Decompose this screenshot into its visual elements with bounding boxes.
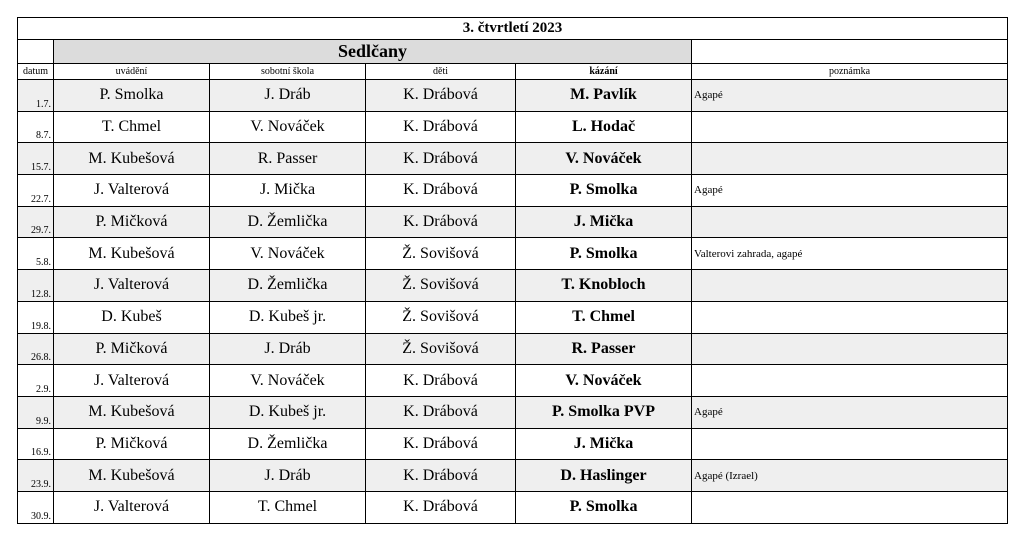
row-date: 22.7. [18,175,54,207]
row-sermon: R. Passer [516,333,692,365]
row-sermon: L. Hodač [516,111,692,143]
row-intro: J. Valterová [54,270,210,302]
row-sabbath-school: D. Kubeš jr. [210,396,366,428]
church-name: Sedlčany [54,40,692,64]
row-sermon: V. Nováček [516,143,692,175]
header-date: datum [18,64,54,80]
row-intro: P. Mičková [54,428,210,460]
row-sabbath-school: D. Žemlička [210,206,366,238]
row-kids: Ž. Sovišová [366,301,516,333]
row-date: 12.8. [18,270,54,302]
row-intro: J. Valterová [54,491,210,523]
blank-cell [692,40,1008,64]
row-intro: M. Kubešová [54,238,210,270]
table-row [18,365,1008,397]
row-intro: M. Kubešová [54,396,210,428]
row-kids: K. Drábová [366,365,516,397]
row-date: 23.9. [18,460,54,492]
row-intro: M. Kubešová [54,460,210,492]
row-note [692,365,1008,397]
row-kids: K. Drábová [366,396,516,428]
header-kids: děti [366,64,516,80]
row-kids: K. Drábová [366,491,516,523]
row-intro: T. Chmel [54,111,210,143]
row-intro: M. Kubešová [54,143,210,175]
row-date: 30.9. [18,491,54,523]
row-date: 1.7. [18,80,54,112]
row-date: 19.8. [18,301,54,333]
row-sabbath-school: D. Žemlička [210,270,366,302]
row-sabbath-school: V. Nováček [210,238,366,270]
row-note [692,333,1008,365]
row-sabbath-school: T. Chmel [210,491,366,523]
row-sabbath-school: J. Dráb [210,333,366,365]
row-note [692,143,1008,175]
row-note [692,270,1008,302]
row-sabbath-school: V. Nováček [210,111,366,143]
row-intro: D. Kubeš [54,301,210,333]
row-date: 2.9. [18,365,54,397]
row-kids: Ž. Sovišová [366,333,516,365]
header-sabbath-school: sobotní škola [210,64,366,80]
row-sermon: D. Haslinger [516,460,692,492]
row-sermon: J. Mička [516,206,692,238]
quarter-title: 3. čtvrtletí 2023 [18,18,1008,40]
row-sermon: T. Knobloch [516,270,692,302]
row-sabbath-school: D. Žemlička [210,428,366,460]
row-kids: Ž. Sovišová [366,270,516,302]
row-date: 5.8. [18,238,54,270]
table-row [18,175,1008,207]
header-sermon: kázání [516,64,692,80]
table-row [18,206,1008,238]
row-kids: K. Drábová [366,460,516,492]
row-note [692,428,1008,460]
row-note: Agapé [692,396,1008,428]
row-sermon: P. Smolka [516,238,692,270]
header-row [18,64,1008,80]
table-row [18,80,1008,112]
row-note [692,491,1008,523]
table-row [18,491,1008,523]
table-row [18,143,1008,175]
row-intro: J. Valterová [54,365,210,397]
row-date: 9.9. [18,396,54,428]
row-sabbath-school: D. Kubeš jr. [210,301,366,333]
row-kids: K. Drábová [366,206,516,238]
row-note [692,111,1008,143]
blank-cell [18,40,54,64]
row-sermon: P. Smolka [516,491,692,523]
row-kids: K. Drábová [366,175,516,207]
row-date: 8.7. [18,111,54,143]
row-intro: P. Mičková [54,333,210,365]
schedule-table [17,17,1008,524]
row-note: Agapé (Izrael) [692,460,1008,492]
row-kids: K. Drábová [366,80,516,112]
row-sermon: P. Smolka PVP [516,396,692,428]
row-sermon: P. Smolka [516,175,692,207]
schedule-sheet [17,17,1008,524]
row-intro: P. Mičková [54,206,210,238]
row-sabbath-school: R. Passer [210,143,366,175]
table-row [18,396,1008,428]
table-row [18,333,1008,365]
row-note [692,301,1008,333]
row-date: 15.7. [18,143,54,175]
row-note [692,206,1008,238]
row-kids: K. Drábová [366,111,516,143]
table-row [18,460,1008,492]
header-intro: uvádění [54,64,210,80]
table-row [18,270,1008,302]
row-date: 26.8. [18,333,54,365]
row-kids: K. Drábová [366,428,516,460]
row-sermon: J. Mička [516,428,692,460]
row-intro: J. Valterová [54,175,210,207]
table-row [18,428,1008,460]
row-sabbath-school: J. Mička [210,175,366,207]
row-sabbath-school: J. Dráb [210,80,366,112]
row-sabbath-school: J. Dráb [210,460,366,492]
row-kids: K. Drábová [366,143,516,175]
row-sermon: M. Pavlík [516,80,692,112]
row-intro: P. Smolka [54,80,210,112]
row-note: Valterovi zahrada, agapé [692,238,1008,270]
row-sermon: V. Nováček [516,365,692,397]
table-row [18,111,1008,143]
row-sabbath-school: V. Nováček [210,365,366,397]
row-kids: Ž. Sovišová [366,238,516,270]
table-row [18,238,1008,270]
row-date: 16.9. [18,428,54,460]
row-date: 29.7. [18,206,54,238]
row-note: Agapé [692,175,1008,207]
row-sermon: T. Chmel [516,301,692,333]
header-note: poznámka [692,64,1008,80]
row-note: Agapé [692,80,1008,112]
table-row [18,301,1008,333]
